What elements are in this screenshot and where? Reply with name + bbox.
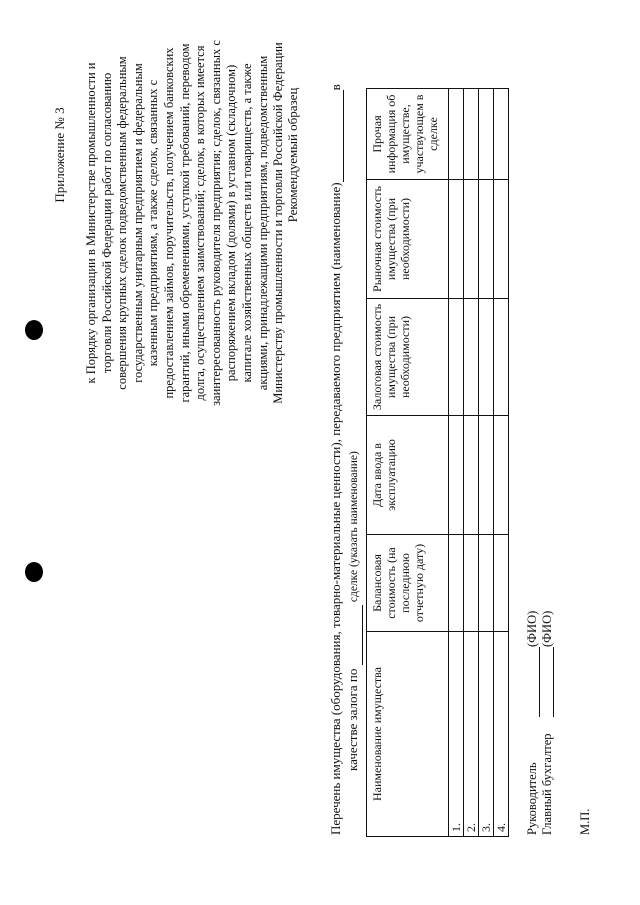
heading-line: долга, осуществлением заимствований; сделок, в которых имеется <box>193 45 208 401</box>
table-header-row <box>367 89 449 837</box>
heading-line: распоряжением вкладом (долями) в уставном (складочном) <box>224 64 239 382</box>
signature-blank <box>553 647 554 717</box>
head-signature-line <box>525 611 540 835</box>
fio-label: (ФИО) <box>525 610 539 647</box>
heading-line: к Порядку организации в Министерстве промышленности и <box>84 62 98 384</box>
appendix-heading <box>84 3 287 443</box>
subtitle-start: качестве залога по <box>345 668 360 771</box>
row-number: 1. <box>449 632 464 837</box>
table-row <box>449 89 464 837</box>
recommended-sample-label: Рекомендуемый образец <box>285 87 300 223</box>
seal-label: М.П. <box>578 808 592 835</box>
heading-line: совершения крупных сделок подведомственным федеральным <box>115 56 130 390</box>
row-number: 3. <box>479 632 494 837</box>
list-subtitle <box>345 55 363 835</box>
heading-line: заинтересованность руководителя предприятия; сделок, связанных с <box>208 40 223 406</box>
heading-line: капитале хозяйственных обществ или товариществ, а также <box>239 63 254 383</box>
col-commission-date: Дата ввода в эксплуатацию <box>367 416 449 535</box>
row-number: 4. <box>494 632 509 837</box>
heading-line: акциями, принадлежащими предприятиям, подведомственным <box>255 55 270 391</box>
col-book-value: Балансовая стоимость (на последнюю отчетную дату) <box>367 535 449 632</box>
accountant-signature-line <box>540 611 555 835</box>
head-label: Руководитель <box>525 762 539 835</box>
col-name: Наименование имущества <box>367 632 449 837</box>
subtitle-hint: сделке (указать наименование) <box>348 451 360 603</box>
table-row <box>464 89 479 837</box>
table-row <box>479 89 494 837</box>
col-pledge-value: Залоговая стоимость имущества (при необходимости) <box>367 299 449 416</box>
col-other-info: Прочая информация об имуществе, участвующем в сделке <box>367 89 449 180</box>
list-title-text: Перечень имущества (оборудования, товарно-материальные ценности), передаваемого предприятием (наименование) <box>328 182 343 835</box>
heading-line: государственным унитарным предприятием и федеральным <box>130 63 145 383</box>
table-row <box>494 89 509 837</box>
row-number: 2. <box>464 632 479 837</box>
accountant-label: Главный бухгалтер <box>539 733 554 835</box>
property-table <box>366 88 509 837</box>
signature-block <box>525 611 554 835</box>
heading-line: гарантий, иными обременениями, уступкой требований, переводом <box>177 43 192 403</box>
appendix-title: Приложение № 3 <box>52 107 67 203</box>
fio-label: (ФИО) <box>539 610 554 647</box>
heading-line: предоставлением займов, поручительств, получением банковских <box>161 47 176 399</box>
heading-line: торговли Российской Федерации работ по согласованию <box>99 72 114 374</box>
name-blank <box>343 90 344 182</box>
deal-blank <box>362 605 363 665</box>
heading-line: Министерству промышленности и торговли Российской Федерации <box>271 42 286 404</box>
list-title-end: в <box>328 84 343 91</box>
col-market-value: Рыночная стоимость имущества (при необходимости) <box>367 180 449 299</box>
list-title <box>328 55 344 835</box>
heading-line: казенным предприятиям, а также сделок, связанных с <box>146 79 161 367</box>
